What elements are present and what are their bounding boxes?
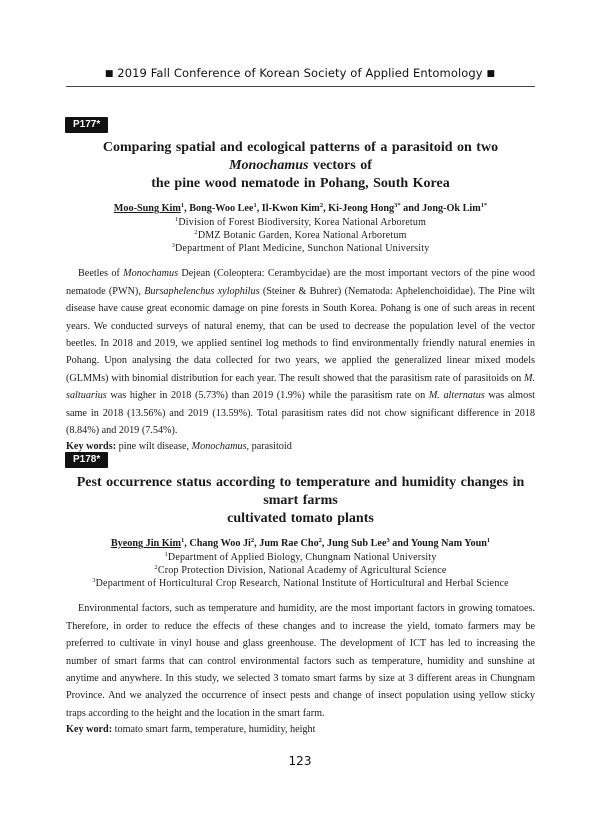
conference-name: 2019 Fall Conference of Korean Society of Applied Entomology (117, 66, 483, 80)
keywords-italic: Monochamus (191, 441, 247, 453)
affiliation-mark: 2 (154, 563, 158, 571)
author-affiliation-mark: 3 (386, 537, 390, 544)
header-divider (66, 86, 535, 87)
author-separator: , (184, 538, 190, 549)
author-separator: , (256, 203, 262, 214)
affiliation-text: Department of Plant Medicine, Sunchon National University (175, 242, 430, 254)
author-separator: , (323, 203, 329, 214)
title-text: vectors of (308, 158, 372, 173)
title-text: Pest occurrence status according to temperature and humidity changes in smart farms (76, 475, 525, 508)
affiliation-text: DMZ Botanic Garden, Korea National Arboretum (197, 229, 407, 241)
square-bullet-icon: ■ (104, 69, 114, 79)
running-header (0, 66, 600, 80)
author-name: Jum Rae Cho (259, 538, 319, 549)
keywords-line (66, 724, 535, 735)
body-text: (Steiner & Buhrer) (Nematoda: Aphelenchoididae). The Pine wilt disease have cause great economic damage on pine forests in South Korea. Pohang is one of such areas in recent years. We conducted surveys of natural enemy, that can be used to decrease the population level of the vector beetles. In 2018 and 2019, we applied sentinel log methods to find environmentally friendly natural enemies in Pohang. Upon analysing the data collected for two years, we applied the generalized linear mixed models (GLMMs) with binomial distribution for each year. The result showed that the parasitism rate of parasitoids on (66, 285, 536, 384)
body-text: was almost same in 2018 (13.56%) and 2019 (13.59%). Total parasitism rates did not chow significant difference in 2018 (8.84%) and 2019 (7.54%). (66, 390, 535, 437)
affiliation-list (66, 552, 535, 590)
keywords-label: Key words: (66, 441, 117, 453)
author-name: Byeong Jin Kim (110, 538, 182, 549)
affiliation-mark: 3 (171, 241, 176, 249)
affiliation-text: Division of Forest Biodiversity, Korea National Arboretum (178, 217, 427, 228)
author-affiliation-mark: 2 (250, 537, 255, 544)
title-text: cultivated tomato plants (227, 511, 374, 526)
author-name: Bong-Woo Lee (189, 203, 254, 214)
title-text: Comparing spatial and ecological patterns of a parasitoid on two (102, 140, 499, 155)
author-affiliation-mark: 2 (319, 202, 324, 209)
body-text: was higher in 2018 (5.73%) than 2019 (1.9%) while the parasitism rate on (106, 390, 429, 402)
keywords-text: , parasitoid (246, 441, 292, 453)
page-number: 123 (288, 754, 312, 768)
affiliation-mark: 2 (194, 228, 198, 236)
author-affiliation-mark: 2 (318, 537, 322, 544)
affiliation-list (66, 217, 535, 255)
author-name: Ki-Jeong Hong (328, 203, 395, 214)
author-name: Il-Kwon Kim (261, 203, 320, 214)
keywords-text: pine wilt disease, (116, 441, 192, 453)
square-bullet-icon: ■ (486, 69, 496, 79)
author-affiliation-mark: 3* (394, 202, 401, 209)
author-separator: , (254, 538, 260, 549)
abstract-title (66, 474, 535, 528)
author-affiliation-mark: 1 (486, 537, 491, 544)
poster-number-badge: P178* (65, 452, 108, 468)
author-affiliation-mark: 1 (180, 202, 185, 209)
author-list (66, 538, 535, 549)
body-italic: M. alternatus (428, 390, 485, 402)
affiliation-mark: 1 (164, 551, 168, 558)
affiliation-line (66, 552, 535, 565)
body-text: Beetles of (78, 268, 124, 280)
poster-number-badge: P177* (65, 117, 108, 133)
body-text: Dejean (Coleoptera: Cerambycidae) are the most important vectors of the pine wood nematode (PWN), (66, 268, 535, 297)
author-separator: , (184, 203, 190, 214)
author-name: Young Nam Youn (410, 538, 487, 549)
affiliation-line (66, 243, 535, 256)
author-name: Jong-Ok Lim (422, 203, 481, 214)
abstract-p177 (66, 114, 535, 452)
keywords-label: Key word: (66, 724, 113, 736)
affiliation-line (66, 565, 535, 578)
abstract-body (66, 265, 535, 439)
author-affiliation-mark: 1 (181, 537, 185, 544)
author-separator: and (389, 538, 411, 549)
affiliation-line (66, 217, 535, 230)
affiliation-text: Department of Horticultural Crop Research, National Institute of Horticultural and Herbal Science (95, 577, 509, 589)
affiliation-line (66, 230, 535, 243)
author-affiliation-mark: 1 (253, 202, 257, 209)
title-text: the pine wood nematode in Pohang, South Korea (151, 176, 450, 191)
author-separator: , (321, 538, 328, 549)
author-name: Jung Sub Lee (327, 538, 387, 549)
abstract-title (66, 139, 535, 193)
keywords-text: tomato smart farm, temperature, humidity, height (112, 724, 316, 736)
author-name: Chang Woo Ji (189, 538, 251, 549)
body-italic: Monochamus (123, 268, 179, 280)
affiliation-mark: 3 (92, 576, 96, 584)
author-separator: and (400, 203, 423, 214)
abstract-body: Environmental factors, such as temperature and humidity, are the most important factors in growing tomatoes. Therefore, in order to reduce the effects of these changes and to increase the yield, tomato farmers may be preferred to cultivate in vinyl house and glass greenhouse. The development of ICT has led to increasing the number of smart farms that can control environmental factors such as temperature, humidity and sunshine at anytime and anywhere. In this study, we selected 3 tomato smart farms by size at 3 different areas in Chungnam Province. And we analyzed the occurrence of insect pests and change of insect population using yellow sticky traps according to the height and the location in the smart farm. (66, 603, 535, 719)
affiliation-text: Department of Applied Biology, Chungnam National University (167, 552, 437, 563)
author-name: Moo-Sung Kim (113, 203, 181, 214)
affiliation-mark: 1 (174, 216, 179, 223)
title-italic-genus: Monochamus (229, 158, 309, 173)
affiliation-line (66, 578, 535, 591)
author-affiliation-mark: 1* (480, 202, 488, 209)
abstract-p178 (66, 449, 535, 735)
affiliation-text: Crop Protection Division, National Academy of Agricultural Science (157, 564, 447, 576)
author-list (66, 203, 535, 214)
body-italic: M. saltuarius (66, 372, 535, 402)
body-italic: Bursaphelenchus xylophilus (144, 285, 260, 297)
